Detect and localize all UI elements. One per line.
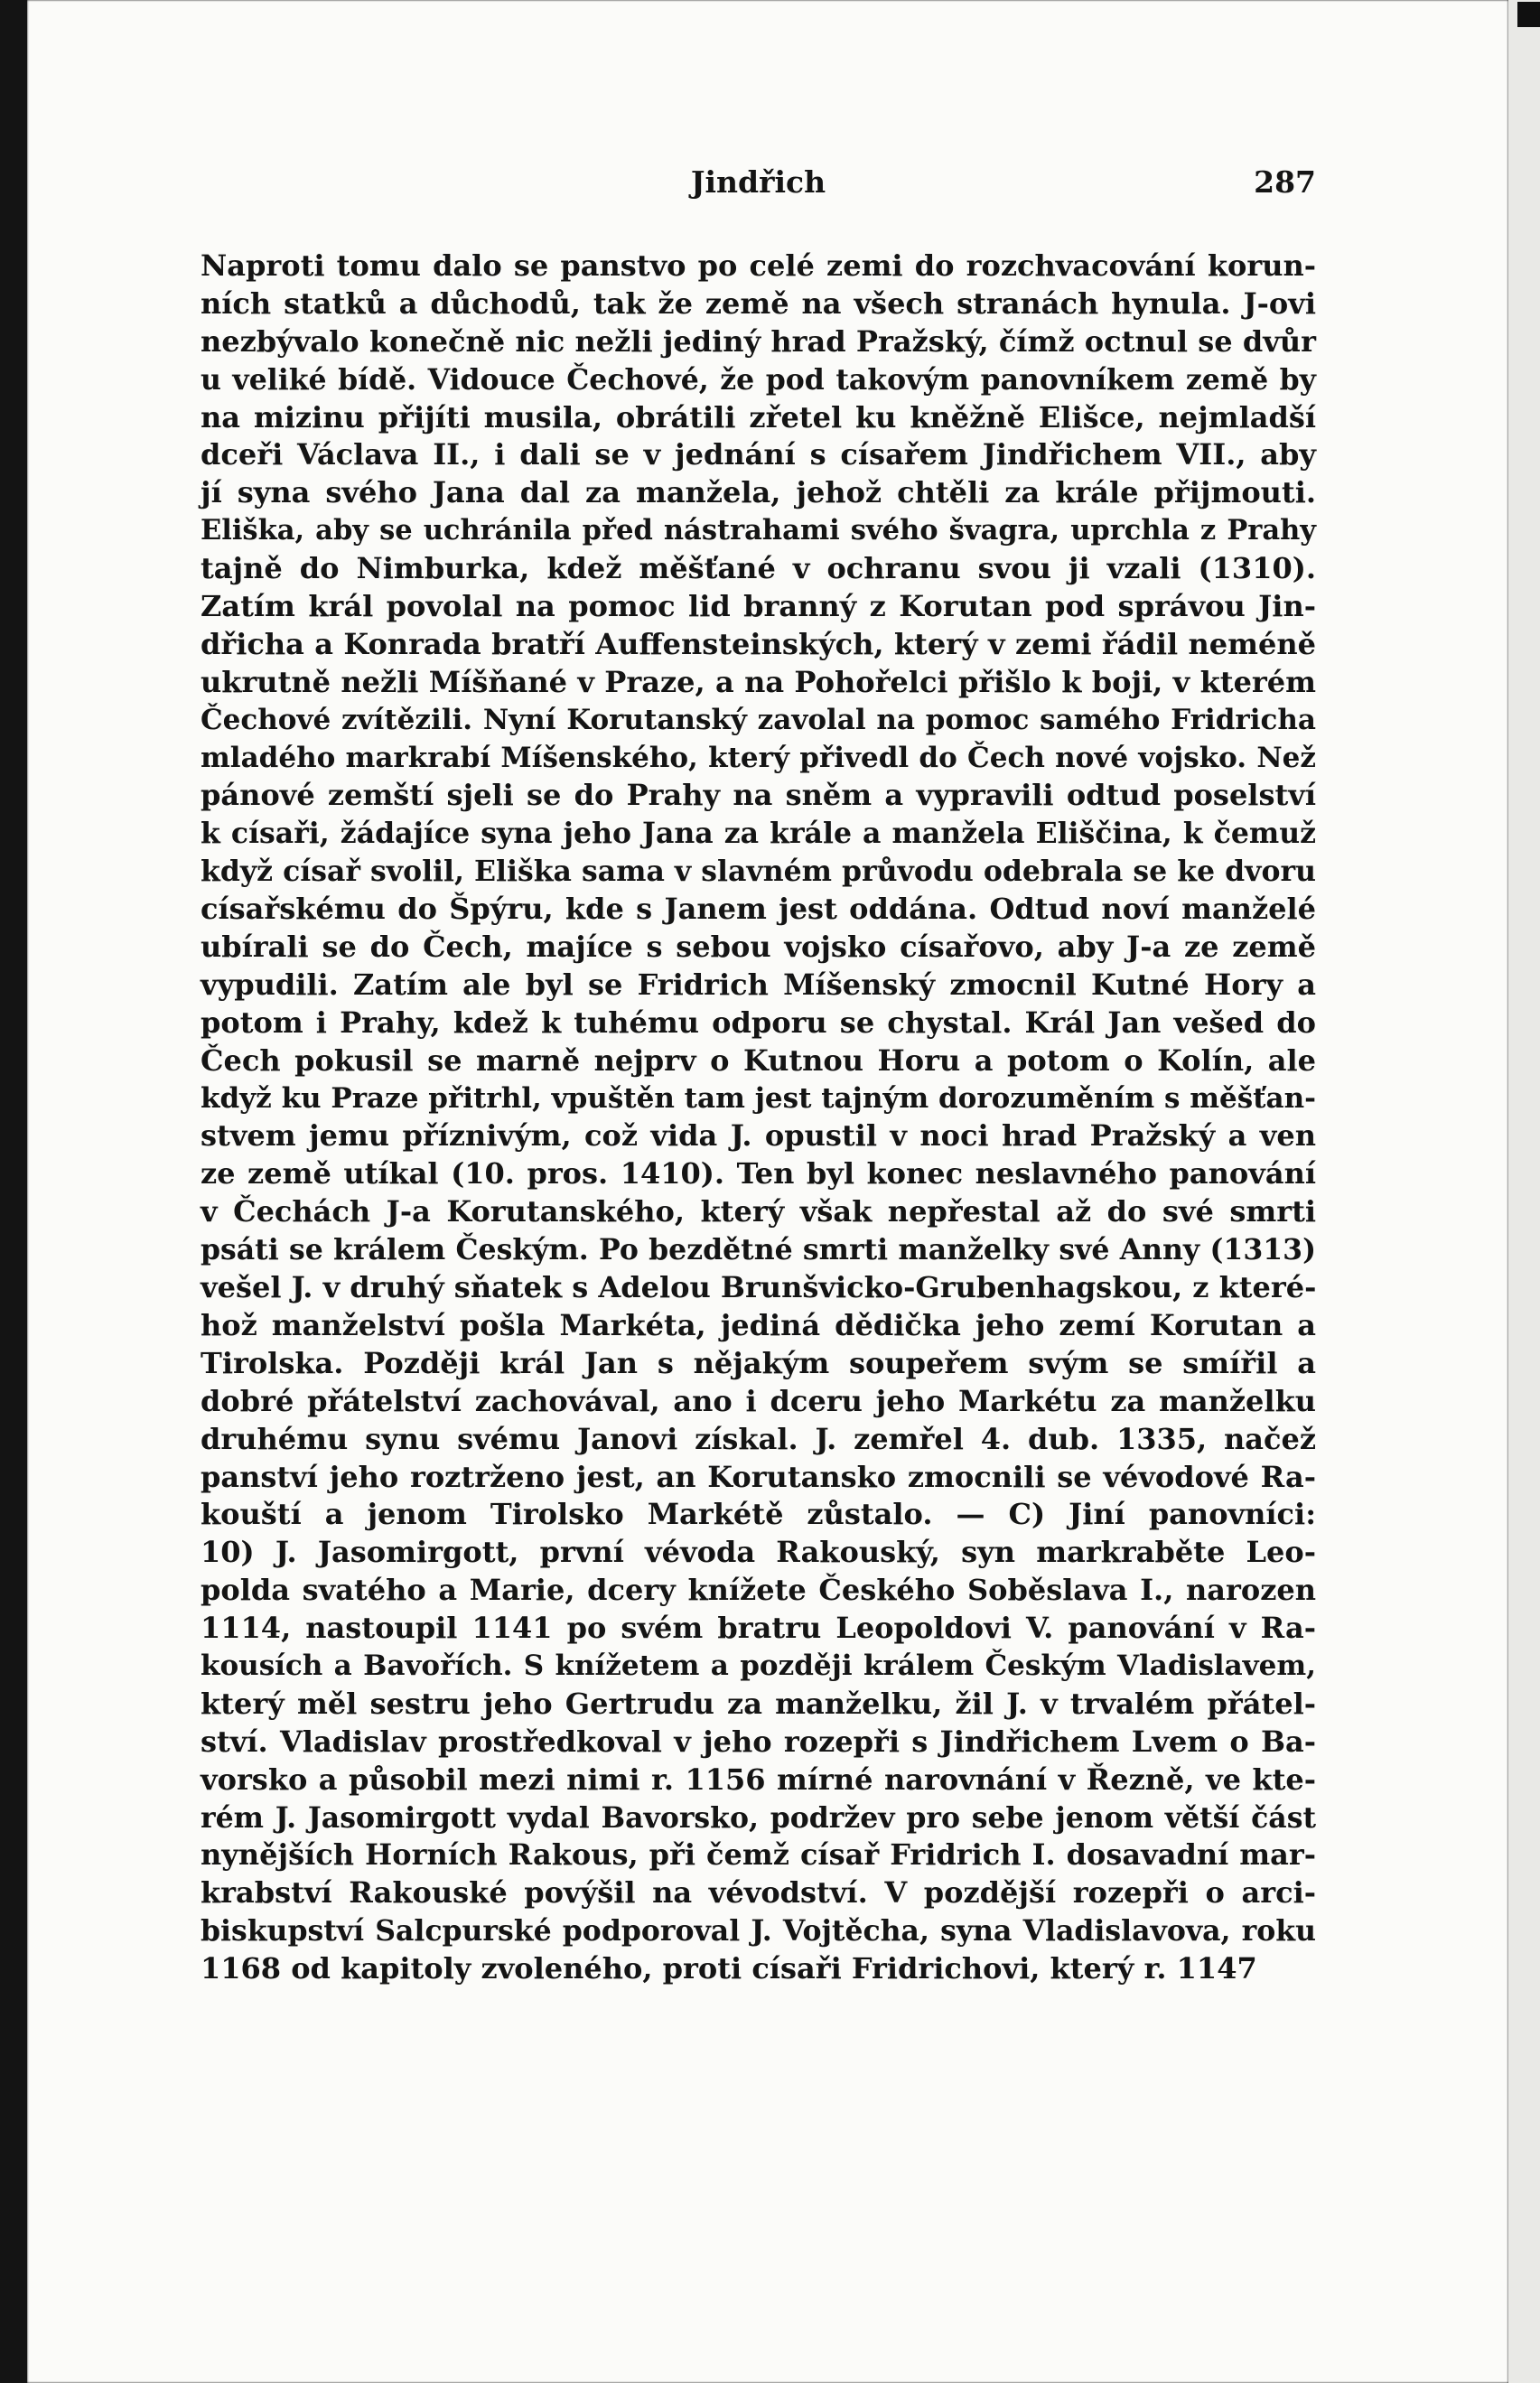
text-line: dobré přátelství zachovával, ano i dceru jeho Markétu za manželku [201,1383,1316,1418]
text-line: 1114, nastoupil 1141 po svém bratru Leopoldovi V. panování v Ra- [201,1611,1316,1646]
page-number: 287 [1254,164,1316,200]
scan-corner-mark [1517,2,1540,27]
body-text [201,248,1316,1988]
text-line: 10) J. Jasomirgott, první vévoda Rakouský, syn markraběte Leo- [201,1535,1316,1570]
text-line: biskupství Salcpurské podporoval J. Vojtěcha, syna Vladislavova, roku [201,1914,1316,1948]
text-line: jí syna svého Jana dal za manžela, jehož chtěli za krále přijmouti. [201,475,1316,510]
text-line: nynějších Horních Rakous, při čemž císař Fridrich I. dosavadní mar- [201,1837,1316,1873]
text-line: v Čechách J-a Korutanského, který však nepřestal až do své smrti [201,1194,1316,1229]
text-line: mladého markrabí Míšenského, který přivedl do Čech nové vojsko. Než [201,741,1316,774]
text-line: císařskému do Špýru, kde s Janem jest oddána. Odtud noví manželé [201,892,1316,927]
text-line: Čech pokusil se marně nejprv o Kutnou Horu a potom o Kolín, ale [201,1042,1316,1078]
text-line: dceři Václava II., i dali se v jednání s císařem Jindřichem VII., aby [201,437,1316,472]
text-line: u veliké bídě. Vidouce Čechové, že pod takovým panovníkem země by [201,362,1316,397]
text-line: druhému synu svému Janovi získal. J. zemřel 4. dub. 1335, načež [201,1421,1316,1456]
text-line: polda svatého a Marie, dcery knížete Českého Soběslava I., narozen [201,1573,1316,1608]
text-line: ukrutně nežli Míšňané v Praze, a na Pohořelci přišlo k boji, v kterém [201,664,1316,699]
text-line: k císaři, žádajíce syna jeho Jana za krále a manžela Eliščina, k čemuž [201,817,1316,851]
text-line: potom i Prahy, kdež k tuhému odporu se chystal. Král Jan vešed do [201,1005,1316,1040]
text-line: ních statků a důchodů, tak že země na všech stranách hynula. J-ovi [201,285,1316,321]
text-line: 1168 od kapitoly zvoleného, proti císaři Fridrichovi, který r. 1147 [201,1951,1257,1986]
text-line: rém J. Jasomirgott vydal Bavorsko, podržev pro sebe jenom větší část [201,1800,1316,1835]
text-line: psáti se králem Českým. Po bezdětné smrti manželky své Anny (1313) [201,1233,1316,1267]
scan-margin [1508,0,1540,2383]
text-line: Naproti tomu dalo se panstvo po celé zemi do rozchvacování korun- [201,248,1316,283]
text-line: ubírali se do Čech, majíce s sebou vojsko císařovo, aby J-a ze země [201,930,1316,965]
text-line: ze země utíkal (10. pros. 1410). Ten byl konec neslavného panování [201,1156,1316,1192]
text-line: nezbývalo konečně nic nežli jediný hrad Pražský, čímž octnul se dvůr [201,323,1316,359]
text-line: hož manželství pošla Markéta, jediná dědička jeho zemí Korutan a [201,1307,1316,1342]
text-line: panství jeho roztrženo jest, an Korutansko zmocnili se vévodové Ra- [201,1459,1316,1494]
text-line: na mizinu přijíti musila, obrátili zřetel ku kněžně Elišce, nejmladší [201,399,1316,435]
text-line: vešel J. v druhý sňatek s Adelou Brunšvicko-Grubenhagskou, z které- [201,1270,1317,1305]
text-line: Zatím král povolal na pomoc lid branný z Korutan pod správou Jin- [201,589,1316,624]
text-line: který měl sestru jeho Gertrudu za manželku, žil J. v trvalém přátel- [201,1686,1316,1721]
text-line: pánové zemští sjeli se do Prahy na sněm a vypravili odtud poselství [201,778,1316,813]
text-line: Čechové zvítězili. Nyní Korutanský zavolal na pomoc samého Fridricha [201,703,1316,736]
text-line: vorsko a působil mezi nimi r. 1156 mírné narovnání v Řezně, ve kte- [201,1762,1316,1797]
text-line: Tirolska. Později král Jan s nějakým soupeřem svým se smířil a [201,1345,1316,1380]
text-line: ství. Vladislav prostředkoval v jeho rozepři s Jindřichem Lvem o Ba- [201,1724,1316,1759]
text-line: tajně do Nimburka, kdež měšťané v ochranu svou ji vzali (1310). [201,551,1316,586]
text-line: stvem jemu příznivým, což vida J. opustil v noci hrad Pražský a ven [201,1118,1316,1154]
text-line: vypudili. Zatím ale byl se Fridrich Míšenský zmocnil Kutné Hory a [201,967,1316,1002]
text-line: Eliška, aby se uchránila před nástrahami svého švagra, uprchla z Prahy [201,514,1316,547]
page-header [201,164,1316,206]
text-line: když císař svolil, Eliška sama v slavném průvodu odebrala se ke dvoru [201,855,1316,889]
text-line: kousích a Bavořích. S knížetem a později králem Českým Vladislavem, [201,1649,1316,1682]
text-line: kouští a jenom Tirolsko Markétě zůstalo. — C) Jiní panovníci: [201,1497,1316,1532]
text-line: dřicha a Konrada bratří Auffensteinských, který v zemi řádil neméně [201,626,1316,661]
running-head: Jindřich [690,164,826,200]
text-line: když ku Praze přitrhl, vpuštěn tam jest tajným dorozuměním s měšťan- [201,1081,1316,1115]
text-line: krabství Rakouské povýšil na vévodství. V pozdější rozepři o arci- [201,1875,1316,1911]
